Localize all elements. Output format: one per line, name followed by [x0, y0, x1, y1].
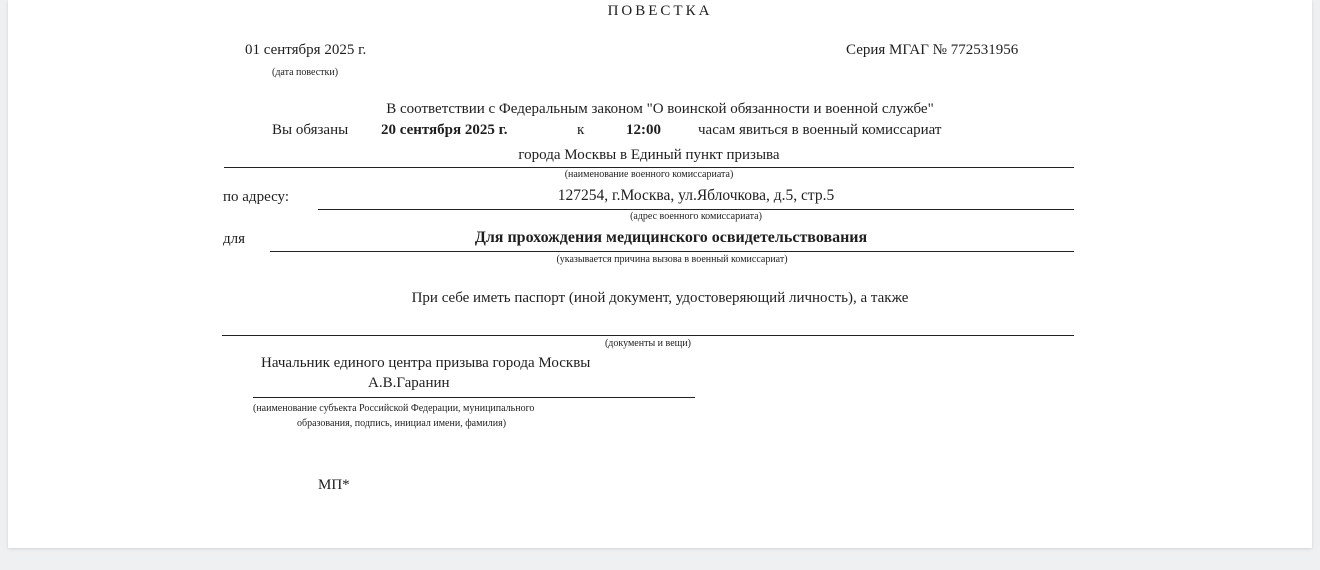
appearance-time: 12:00 — [626, 122, 661, 138]
summons-date-caption: (дата повестки) — [272, 67, 339, 78]
commissariat-underline — [224, 167, 1074, 168]
bring-instructions: При себе иметь паспорт (иной документ, удостоверяющий личность), а также — [411, 290, 909, 306]
purpose-underline — [270, 251, 1074, 252]
commissariat-name: города Москвы в Единый пункт призыва — [518, 147, 780, 163]
address-label: по адресу: — [223, 189, 290, 205]
document-title: ПОВЕСТКА — [607, 3, 713, 19]
obliged-suffix: часам явиться в военный комиссариат — [698, 122, 942, 138]
signatory-caption-line2: образования, подпись, инициал имени, фамилия) — [297, 418, 507, 429]
law-reference: В соответствии с Федеральным законом "О воинской обязанности и военной службе" — [386, 101, 934, 117]
documents-underline — [222, 335, 1074, 336]
purpose-label: для — [223, 231, 246, 247]
address-underline — [318, 209, 1074, 210]
obliged-k: к — [577, 122, 585, 138]
purpose-value: Для прохождения медицинского освидетельствования — [474, 229, 868, 246]
series-number: Серия МГАГ № 772531956 — [846, 42, 1019, 58]
commissariat-caption: (наименование военного комиссариата) — [564, 169, 734, 180]
summons-document — [8, 0, 1312, 548]
appearance-date: 20 сентября 2025 г. — [381, 122, 508, 138]
summons-date: 01 сентября 2025 г. — [245, 42, 367, 58]
signatory-caption-line1: (наименование субъекта Российской Федерации, муниципального — [253, 403, 535, 414]
signatory-underline — [253, 397, 695, 398]
documents-caption: (документы и вещи) — [604, 338, 692, 349]
stamp-place: МП* — [318, 477, 350, 493]
signatory-name: А.В.Гаранин — [368, 375, 450, 391]
purpose-caption: (указывается причина вызова в военный комиссариат) — [556, 254, 788, 265]
address-caption: (адрес военного комиссариата) — [630, 211, 762, 222]
obliged-prefix: Вы обязаны — [272, 122, 349, 138]
signatory-title: Начальник единого центра призыва города Москвы — [261, 355, 591, 371]
address-value: 127254, г.Москва, ул.Яблочкова, д.5, стр.5 — [557, 187, 835, 204]
